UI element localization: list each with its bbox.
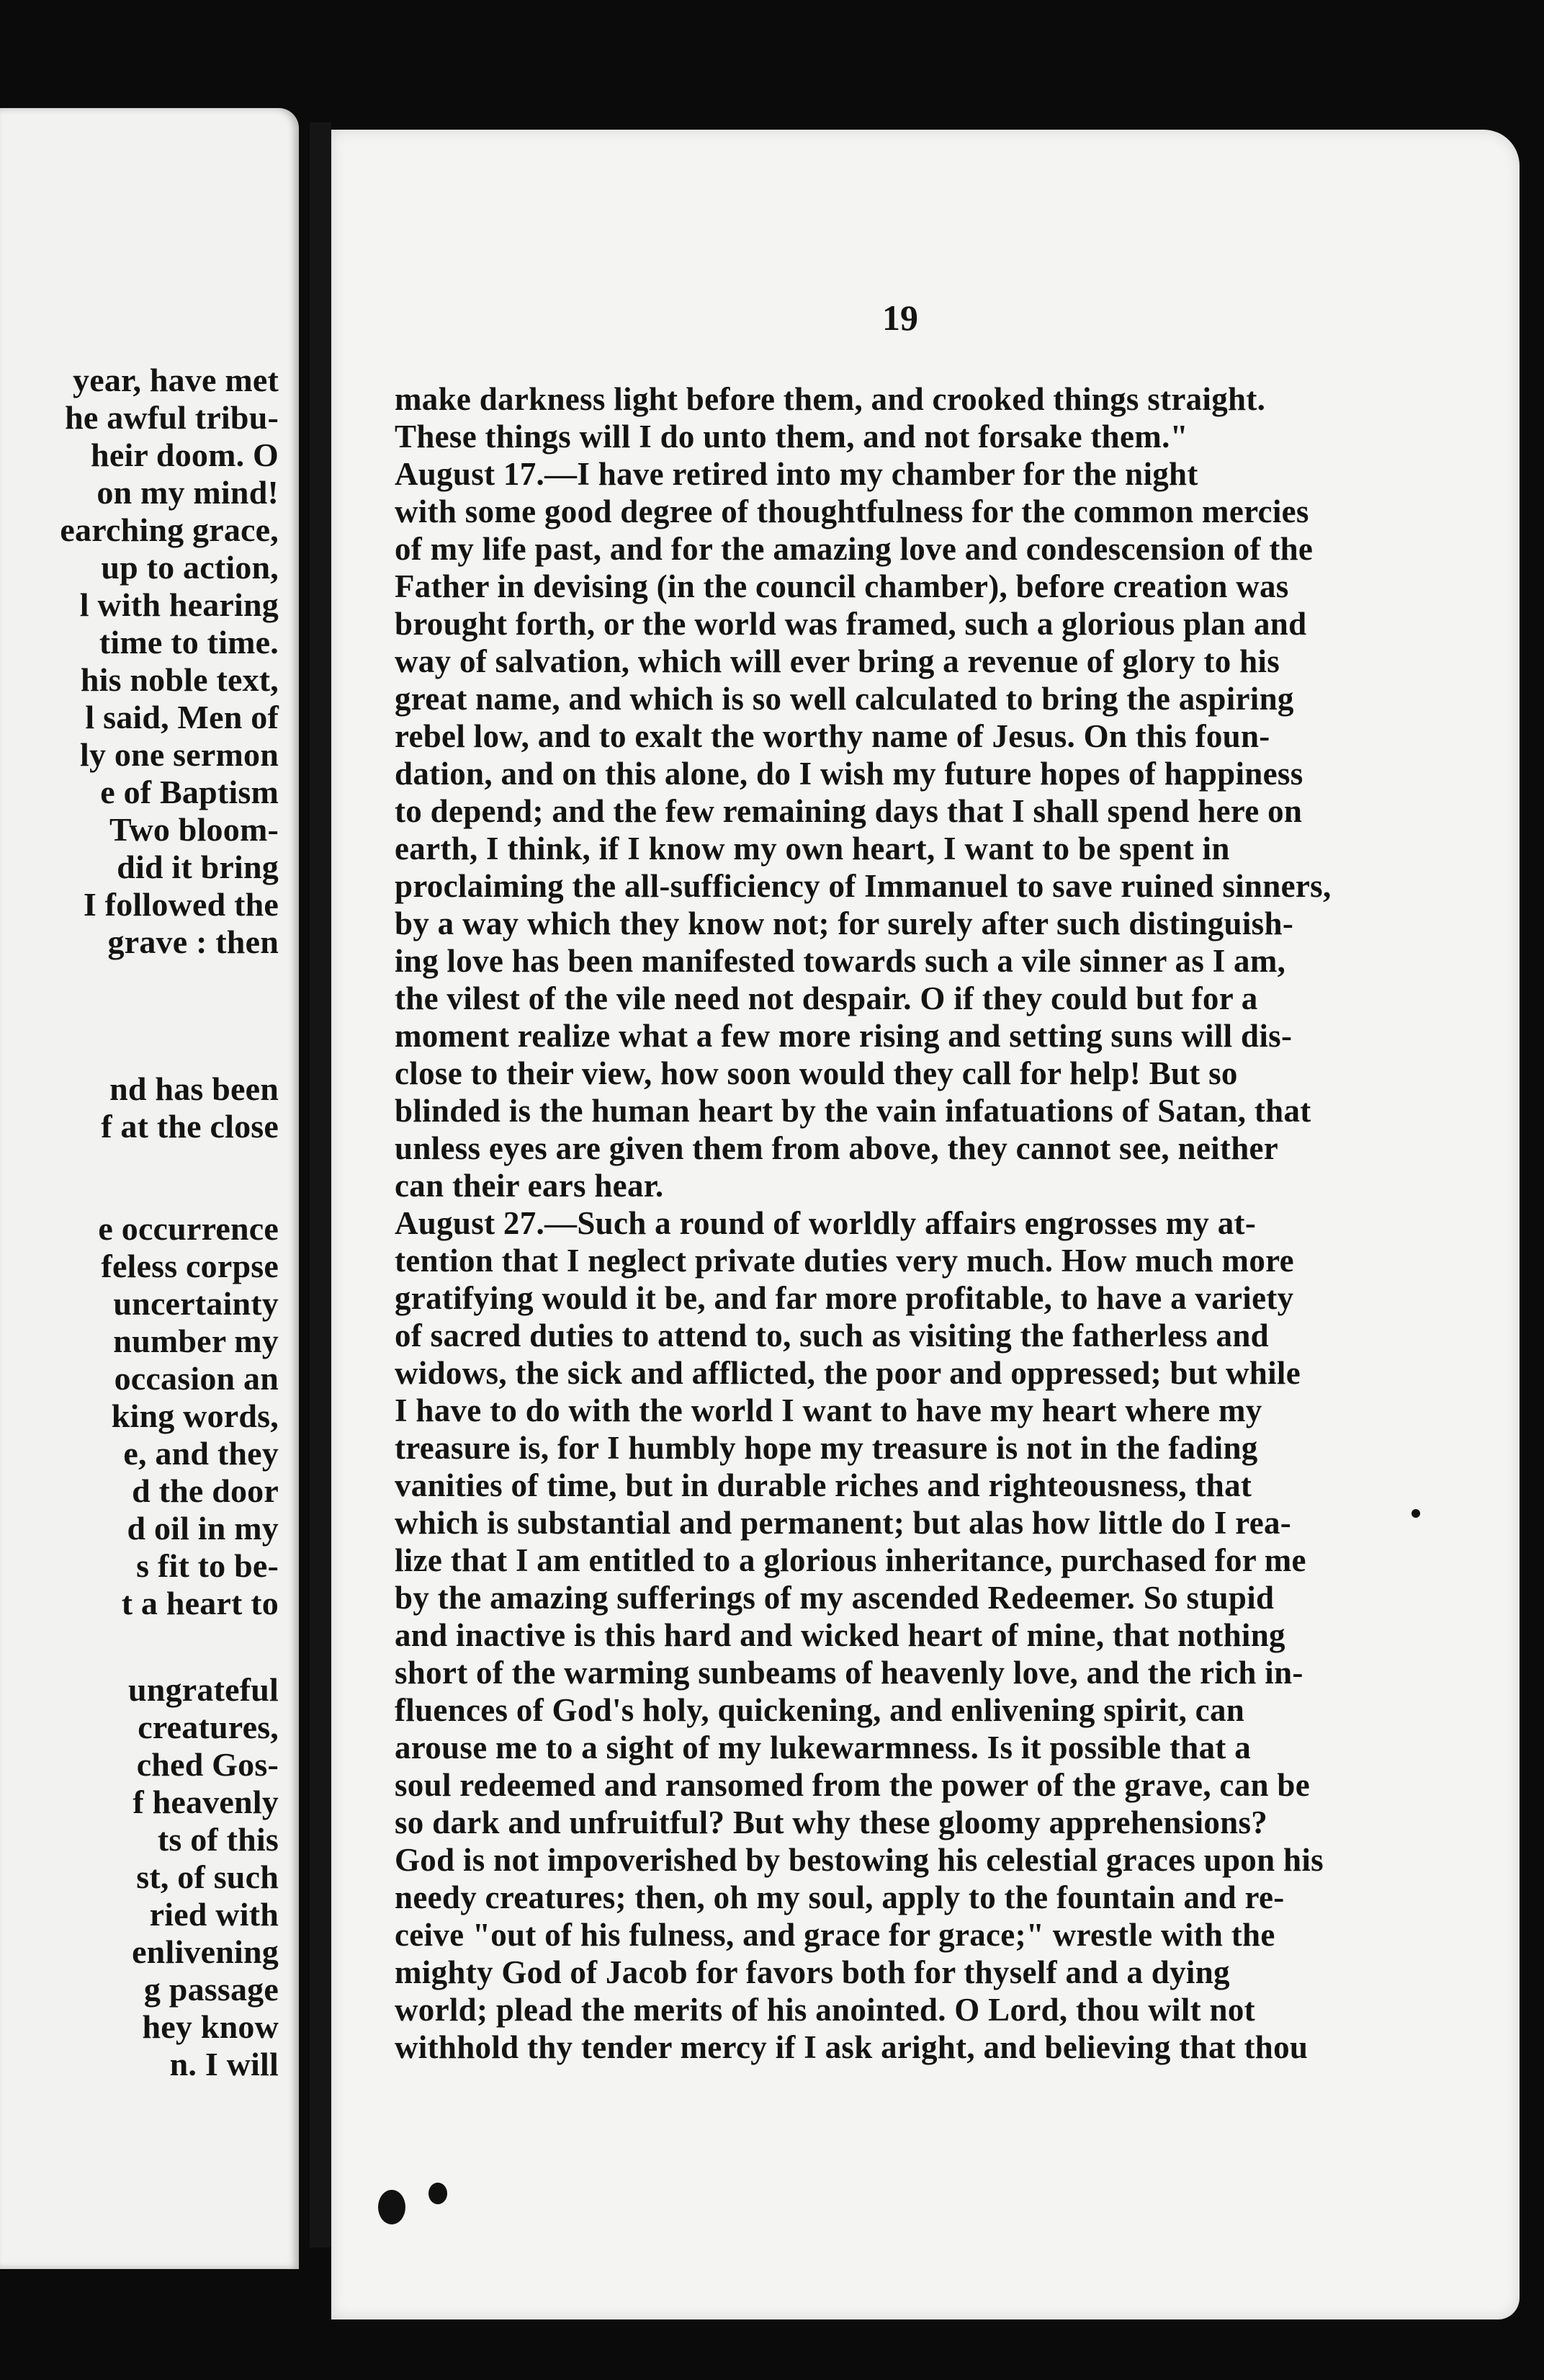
left-page-line: year, have met <box>73 362 279 398</box>
body-line: These things will I do unto them, and not forsake them." <box>395 419 1188 455</box>
left-page-line: earching grace, <box>60 511 279 548</box>
left-page-line: creatures, <box>138 1709 279 1745</box>
body-line: tention that I neglect private duties very much. How much more <box>395 1243 1294 1279</box>
left-page-line: f heavenly <box>133 1784 279 1820</box>
body-line: treasure is, for I humbly hope my treasure is not in the fading <box>395 1430 1258 1466</box>
left-page-line: nd has been <box>109 1070 279 1107</box>
left-page-line: d the door <box>132 1472 279 1509</box>
left-page-line: up to action, <box>101 549 279 586</box>
left-page-line: d oil in my <box>127 1510 279 1547</box>
left-page-line: heir doom. O <box>91 437 279 473</box>
body-line: brought forth, or the world was framed, such a glorious plan and <box>395 606 1307 642</box>
body-line: fluences of God's holy, quickening, and enlivening spirit, can <box>395 1692 1245 1728</box>
body-line: earth, I think, if I know my own heart, I want to be spent in <box>395 831 1230 867</box>
ink-speck <box>378 2190 405 2224</box>
body-line: August 27.—Such a round of worldly affairs engrosses my at- <box>395 1205 1257 1241</box>
left-page-line: g passage <box>143 1971 279 2008</box>
body-line: dation, and on this alone, do I wish my future hopes of happiness <box>395 756 1303 792</box>
body-line: ceive "out of his fulness, and grace for grace;" wrestle with the <box>395 1917 1275 1953</box>
body-line: vanities of time, but in durable riches and righteousness, that <box>395 1467 1252 1503</box>
left-page-line: ly one sermon <box>79 736 279 773</box>
body-line: to depend; and the few remaining days that I shall spend here on <box>395 793 1303 829</box>
left-page-line: enlivening <box>132 1933 279 1970</box>
left-page-line: e, and they <box>123 1435 279 1472</box>
body-line: proclaiming the all-sufficiency of Immanuel to save ruined sinners, <box>395 868 1332 904</box>
body-line: rebel low, and to exalt the worthy name of Jesus. On this foun- <box>395 718 1270 754</box>
body-line: God is not impoverished by bestowing his celestial graces upon his <box>395 1842 1324 1878</box>
body-line: of sacred duties to attend to, such as visiting the fatherless and <box>395 1318 1269 1354</box>
left-page-line: ched Gos- <box>136 1746 279 1783</box>
ink-speck <box>428 2183 447 2204</box>
book-gutter <box>310 122 331 2247</box>
body-line: so dark and unfruitful? But why these gloomy apprehensions? <box>395 1804 1268 1840</box>
body-line: soul redeemed and ransomed from the power of the grave, can be <box>395 1767 1310 1803</box>
body-line: world; plead the merits of his anointed. O Lord, thou wilt not <box>395 1992 1255 2028</box>
left-page <box>0 108 299 2269</box>
body-line: the vilest of the vile need not despair. O if they could but for a <box>395 980 1258 1016</box>
body-line: with some good degree of thoughtfulness for the common mercies <box>395 493 1309 529</box>
body-line: by the amazing sufferings of my ascended Redeemer. So stupid <box>395 1580 1275 1616</box>
left-page-line: e of Baptism <box>100 774 279 810</box>
body-line: ing love has been manifested towards such a vile sinner as I am, <box>395 943 1286 979</box>
left-page-line: occasion an <box>114 1360 279 1397</box>
left-page-line: s fit to be- <box>136 1547 279 1584</box>
body-line: and inactive is this hard and wicked heart of mine, that nothing <box>395 1617 1285 1653</box>
body-line: mighty God of Jacob for favors both for thyself and a dying <box>395 1954 1230 1990</box>
left-page-line: feless corpse <box>101 1248 279 1284</box>
body-line: blinded is the human heart by the vain infatuations of Satan, that <box>395 1093 1311 1129</box>
body-line: which is substantial and permanent; but alas how little do I rea- <box>395 1505 1292 1541</box>
body-line: widows, the sick and afflicted, the poor and oppressed; but while <box>395 1355 1301 1391</box>
body-line: short of the warming sunbeams of heavenly love, and the rich in- <box>395 1655 1303 1691</box>
left-page-line: Two bloom- <box>109 811 279 848</box>
body-line: August 17.—I have retired into my chamber for the night <box>395 456 1198 492</box>
body-line: way of salvation, which will ever bring a revenue of glory to his <box>395 643 1280 679</box>
body-line: Father in devising (in the council chamber), before creation was <box>395 568 1289 604</box>
left-page-line: time to time. <box>99 624 279 661</box>
body-line: I have to do with the world I want to have my heart where my <box>395 1392 1262 1428</box>
left-page-line: ts of this <box>157 1821 279 1858</box>
left-page-line: l said, Men of <box>85 699 279 735</box>
left-page-line: t a heart to <box>121 1585 279 1621</box>
body-line: great name, and which is so well calculated to bring the aspiring <box>395 681 1294 717</box>
body-line: close to their view, how soon would they call for help! But so <box>395 1055 1238 1091</box>
left-page-line: grave : then <box>107 923 279 960</box>
body-line: needy creatures; then, oh my soul, apply to the fountain and re- <box>395 1879 1285 1915</box>
left-page-line: hey know <box>142 2008 279 2045</box>
page-number: 19 <box>882 298 918 338</box>
left-page-line: st, of such <box>136 1858 279 1895</box>
left-page-line: king words, <box>111 1397 279 1434</box>
body-line: arouse me to a sight of my lukewarmness. Is it possible that a <box>395 1730 1252 1766</box>
left-page-line: ried with <box>149 1896 279 1933</box>
left-page-line: number my <box>113 1323 279 1359</box>
body-line: unless eyes are given them from above, they cannot see, neither <box>395 1130 1279 1166</box>
left-page-line: f at the close <box>101 1108 279 1145</box>
body-line: of my life past, and for the amazing love and condescension of the <box>395 531 1314 567</box>
ink-speck <box>1411 1509 1420 1518</box>
left-page-line: ungrateful <box>128 1671 279 1708</box>
left-page-line: n. I will <box>169 2046 279 2082</box>
left-page-line: he awful tribu- <box>65 399 279 436</box>
left-page-line: uncertainty <box>113 1285 279 1322</box>
left-page-line: I followed the <box>83 886 279 923</box>
body-line: make darkness light before them, and crooked things straight. <box>395 381 1266 417</box>
body-line: gratifying would it be, and far more profitable, to have a variety <box>395 1280 1294 1316</box>
body-line: lize that I am entitled to a glorious inheritance, purchased for me <box>395 1542 1306 1578</box>
left-page-line: his noble text, <box>80 661 279 698</box>
body-line: moment realize what a few more rising and setting suns will dis- <box>395 1018 1293 1054</box>
left-page-line: on my mind! <box>96 474 279 511</box>
left-page-line: l with hearing <box>79 586 279 623</box>
body-line: by a way which they know not; for surely after such distinguish- <box>395 905 1294 941</box>
body-line: can their ears hear. <box>395 1168 664 1204</box>
left-page-line: e occurrence <box>98 1210 279 1247</box>
left-page-line: did it bring <box>117 849 279 885</box>
body-line: withhold thy tender mercy if I ask aright, and believing that thou <box>395 2029 1309 2065</box>
